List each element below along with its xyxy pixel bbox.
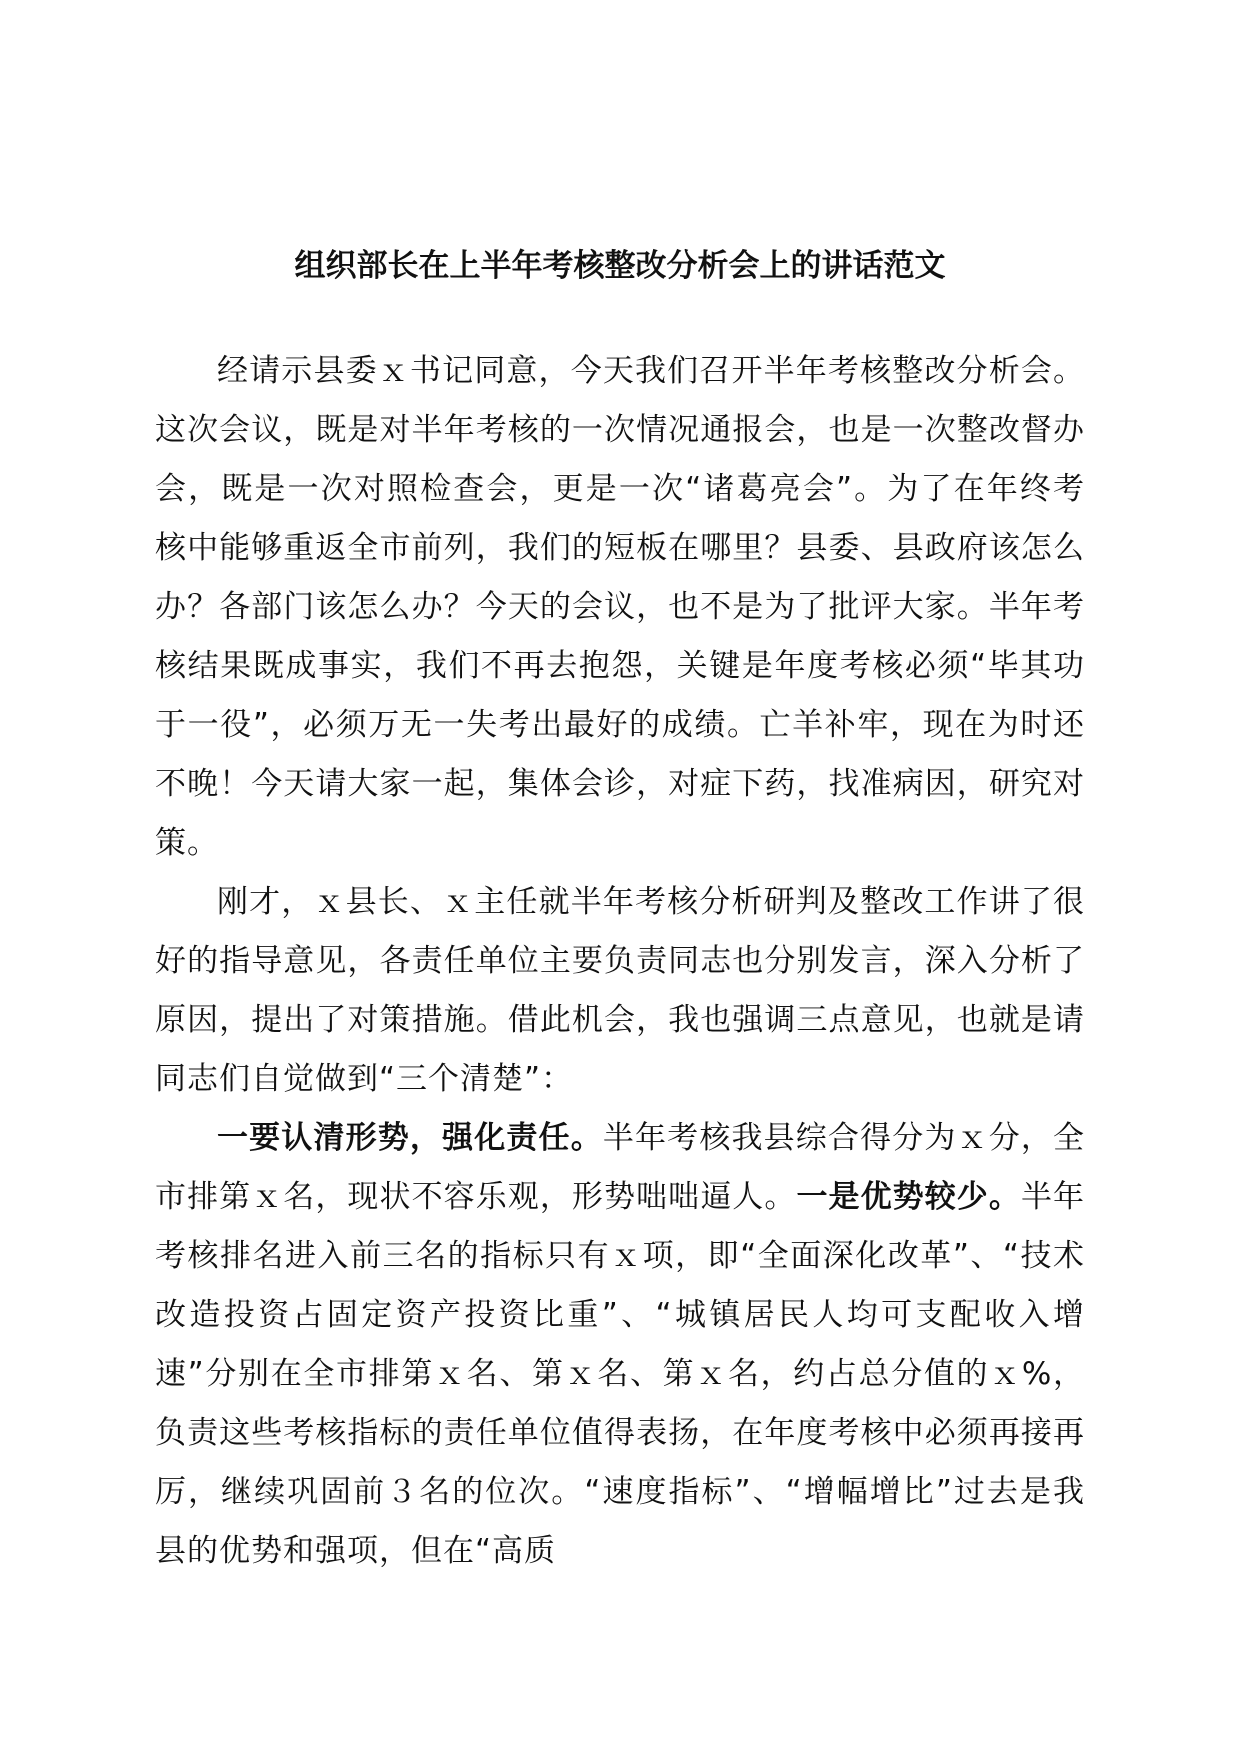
document-body xyxy=(155,342,1085,1581)
paragraph-text: 半年考核排名进入前三名的指标只有ｘ项，即“全面深化改革”、“技术改造投资占固定资产投资比重”、“城镇居民人均可支配收入增速”分别在全市排第ｘ名、第ｘ名、第ｘ名，约占总分值的ｘ%，负责这些考核指标的责任单位值得表扬，在年度考核中必须再接再厉，继续巩固前３名的位次。“速度指标”、“增幅增比”过去是我县的优势和强项，但在“高质 xyxy=(155,1179,1086,1569)
paragraph-text: 半年考核我县综合得分为ｘ分，全市排第ｘ名，现状不容乐观，形势咄咄逼人。 xyxy=(155,1120,1086,1215)
subsection-heading: 一是优势较少。 xyxy=(796,1179,1021,1215)
section-heading: 一要认清形势，强化责任。 xyxy=(217,1120,603,1156)
paragraph-point-one xyxy=(155,1109,1085,1581)
document-title: 组织部长在上半年考核整改分析会上的讲话范文 xyxy=(294,248,946,284)
paragraph-opening: 经请示县委ｘ书记同意，今天我们召开半年考核整改分析会。这次会议，既是对半年考核的一次情况通报会，也是一次整改督办会，既是一次对照检查会，更是一次“诸葛亮会”。为了在年终考核中能够重返全市前列，我们的短板在哪里？县委、县政府该怎么办？各部门该怎么办？今天的会议，也不是为了批评大家。半年考核结果既成事实，我们不再去抱怨，关键是年度考核必须“毕其功于一役”，必须万无一失考出最好的成绩。亡羊补牢，现在为时还不晚！今天请大家一起，集体会诊，对症下药，找准病因，研究对策。 xyxy=(155,353,1085,861)
paragraph-context: 刚才，ｘ县长、ｘ主任就半年考核分析研判及整改工作讲了很好的指导意见，各责任单位主要负责同志也分别发言，深入分析了原因，提出了对策措施。借此机会，我也强调三点意见，也就是请同志们自觉做到“三个清楚”： xyxy=(155,884,1085,1097)
